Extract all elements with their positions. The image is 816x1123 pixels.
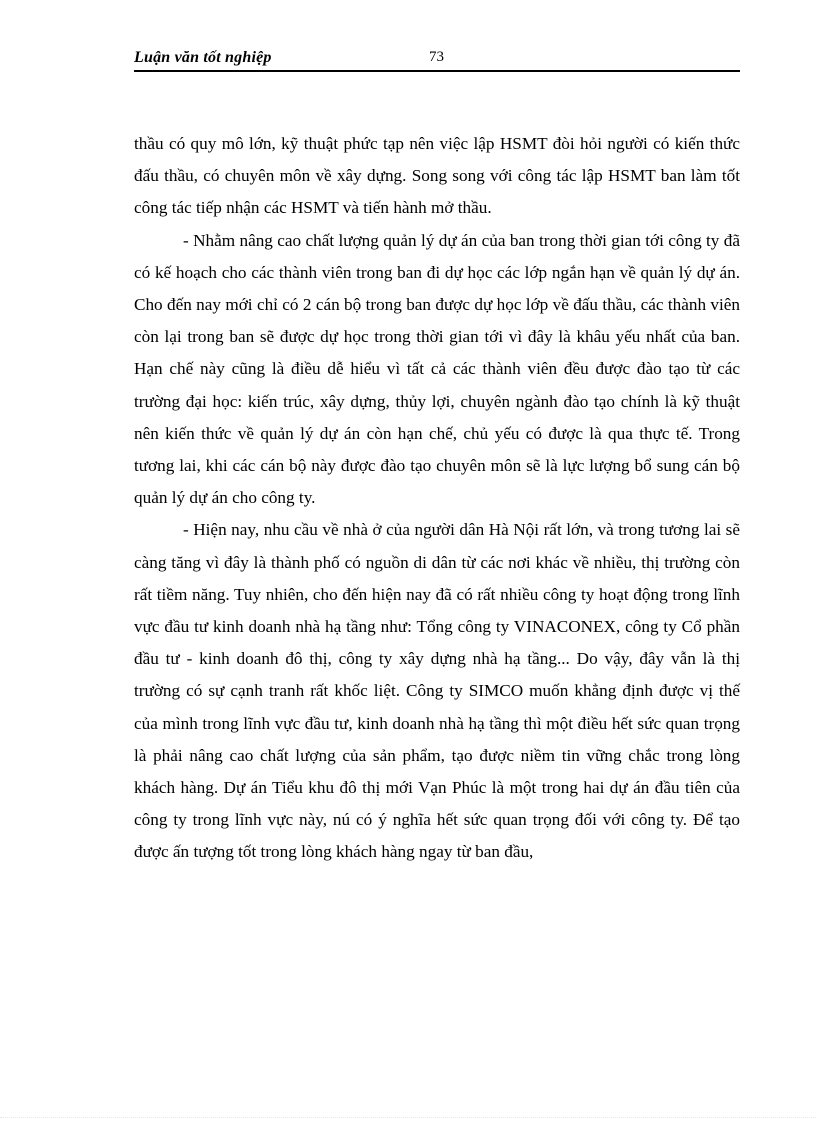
body-text bbox=[134, 128, 740, 869]
paragraph-training: - Nhằm nâng cao chất lượng quản lý dự án của ban trong thời gian tới công ty đã có kế hoạch cho các thành viên trong ban đi dự học các lớp ngắn hạn về quản lý dự án. Cho đến nay mới chỉ có 2 cán bộ trong ban được dự học lớp về đấu thầu, các thành viên còn lại trong ban sẽ được dự học trong thời gian tới vì đây là khâu yếu nhất của ban. Hạn chế này cũng là điều dễ hiểu vì tất cả các thành viên đều được đào tạo từ các trường đại học: kiến trúc, xây dựng, thủy lợi, chuyên ngành đào tạo chính là kỹ thuật nên kiến thức về quản lý dự án còn hạn chế, chủ yếu có được là qua thực tế. Trong tương lai, khi các cán bộ này được đào tạo chuyên môn sẽ là lực lượng bổ sung cán bộ quản lý dự án cho công ty. bbox=[134, 230, 740, 508]
paragraph-continued: thầu có quy mô lớn, kỹ thuật phức tạp nên việc lập HSMT đòi hỏi người có kiến thức đấu thầu, có chuyên môn về xây dựng. Song song với công tác lập HSMT ban làm tốt công tác tiếp nhận các HSMT và tiến hành mở thầu. bbox=[134, 134, 740, 218]
page-header bbox=[134, 47, 740, 71]
page-number: 73 bbox=[429, 49, 444, 65]
header-divider bbox=[134, 70, 740, 72]
page-bottom-edge bbox=[0, 1117, 816, 1118]
header-title: Luận văn tốt nghiệp bbox=[134, 49, 272, 66]
paragraph-housing-market: - Hiện nay, nhu cầu về nhà ở của người dân Hà Nội rất lớn, và trong tương lai sẽ càng tăng vì đây là thành phố có nguồn di dân từ các nơi khác về nhiều, thị trường còn rất tiềm năng. Tuy nhiên, cho đến hiện nay đã có rất nhiều công ty hoạt động trong lĩnh vực đầu tư kinh doanh nhà hạ tầng như: Tổng công ty VINACONEX, công ty Cổ phần đầu tư - kinh doanh đô thị, công ty xây dựng nhà hạ tầng... Do vậy, đây vẫn là thị trường có sự cạnh tranh rất khốc liệt. Công ty SIMCO muốn khẳng định được vị thế của mình trong lĩnh vực đầu tư, kinh doanh nhà hạ tầng thì một điều hết sức quan trọng là phải nâng cao chất lượng của sản phẩm, tạo được niềm tin vững chắc trong lòng khách hàng. Dự án Tiểu khu đô thị mới Vạn Phúc là một trong hai dự án đầu tiên của công ty trong lĩnh vực này, nú có ý nghĩa hết sức quan trọng đối với công ty. Để tạo được ấn tượng tốt trong lòng khách hàng ngay từ ban đầu, bbox=[134, 520, 740, 862]
